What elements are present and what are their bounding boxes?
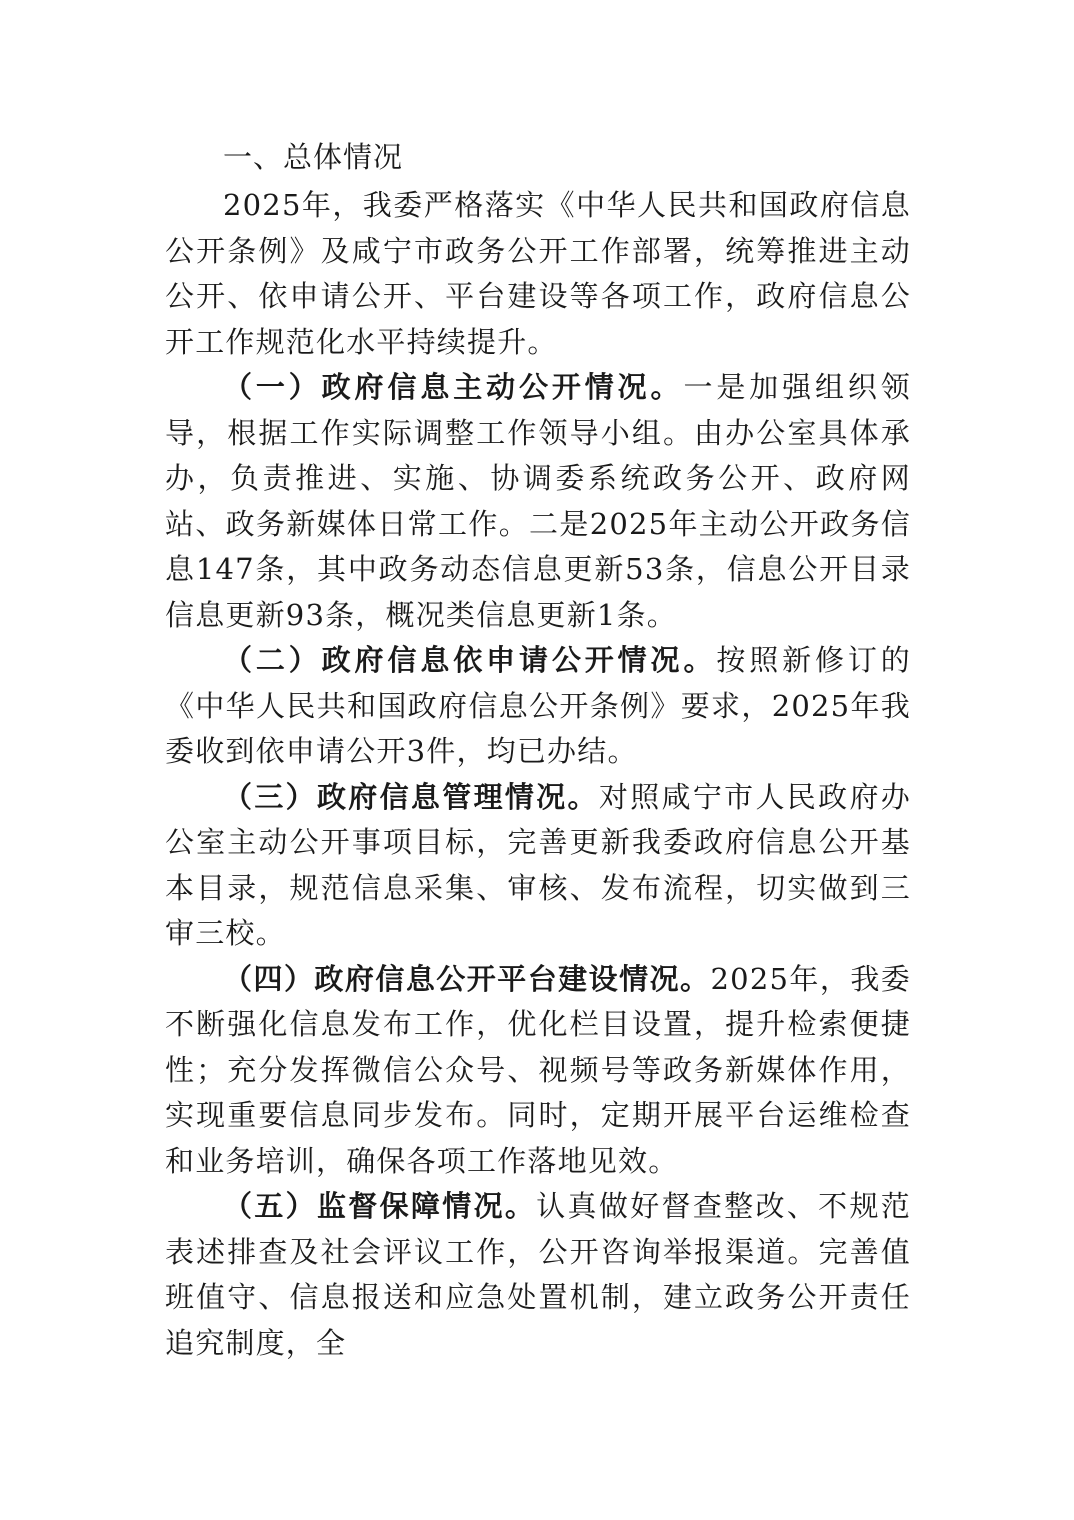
paragraph-lead: （二）政府信息依申请公开情况。 — [223, 643, 717, 677]
section-heading: 一、总体情况 — [223, 140, 404, 174]
paragraph-application-disclosure — [165, 638, 911, 775]
paragraph-body: 按照新修订的《中华人民共和国政府信息公开条例》要求，2025年我委收到依申请公开3件，均已办结。 — [165, 643, 911, 768]
document-page — [165, 132, 911, 1366]
paragraph-lead: （五）监督保障情况。 — [223, 1189, 537, 1223]
paragraph-supervision — [165, 1184, 911, 1366]
paragraph-body: 对照咸宁市人民政府办公室主动公开事项目标，完善更新我委政府信息公开基本目录，规范信息采集、审核、发布流程，切实做到三审三校。 — [165, 779, 911, 950]
paragraph-lead: （三）政府信息管理情况。 — [223, 779, 599, 814]
paragraph-lead: （四）政府信息公开平台建设情况。 — [223, 961, 711, 996]
paragraph-overview — [165, 183, 911, 365]
paragraph-body: 一是加强组织领导，根据工作实际调整工作领导小组。由办公室具体承办，负责推进、实施、协调委系统政务公开、政府网站、政务新媒体日常工作。二是2025年主动公开政务信息147条，其中政务动态信息更新53条，信息公开目录信息更新93条，概况类信息更新1条。 — [165, 370, 911, 632]
paragraph-active-disclosure — [165, 365, 911, 638]
paragraph-body: 2025年，我委不断强化信息发布工作，优化栏目设置，提升检索便捷性；充分发挥微信公众号、视频号等政务新媒体作用，实现重要信息同步发布。同时，定期开展平台运维检查和业务培训，确保各项工作落地见效。 — [165, 961, 911, 1178]
paragraph-platform-construction — [165, 957, 911, 1185]
paragraph-information-management — [165, 775, 911, 957]
paragraph-body: 2025年，我委严格落实《中华人民共和国政府信息公开条例》及咸宁市政务公开工作部署，统筹推进主动公开、依申请公开、平台建设等各项工作，政府信息公开工作规范化水平持续提升。 — [165, 188, 911, 359]
paragraph-lead: （一）政府信息主动公开情况。 — [223, 370, 684, 404]
paragraph-body: 认真做好督查整改、不规范表述排查及社会评议工作，公开咨询举报渠道。完善值班值守、信息报送和应急处置机制，建立政务公开责任追究制度，全 — [165, 1189, 911, 1360]
